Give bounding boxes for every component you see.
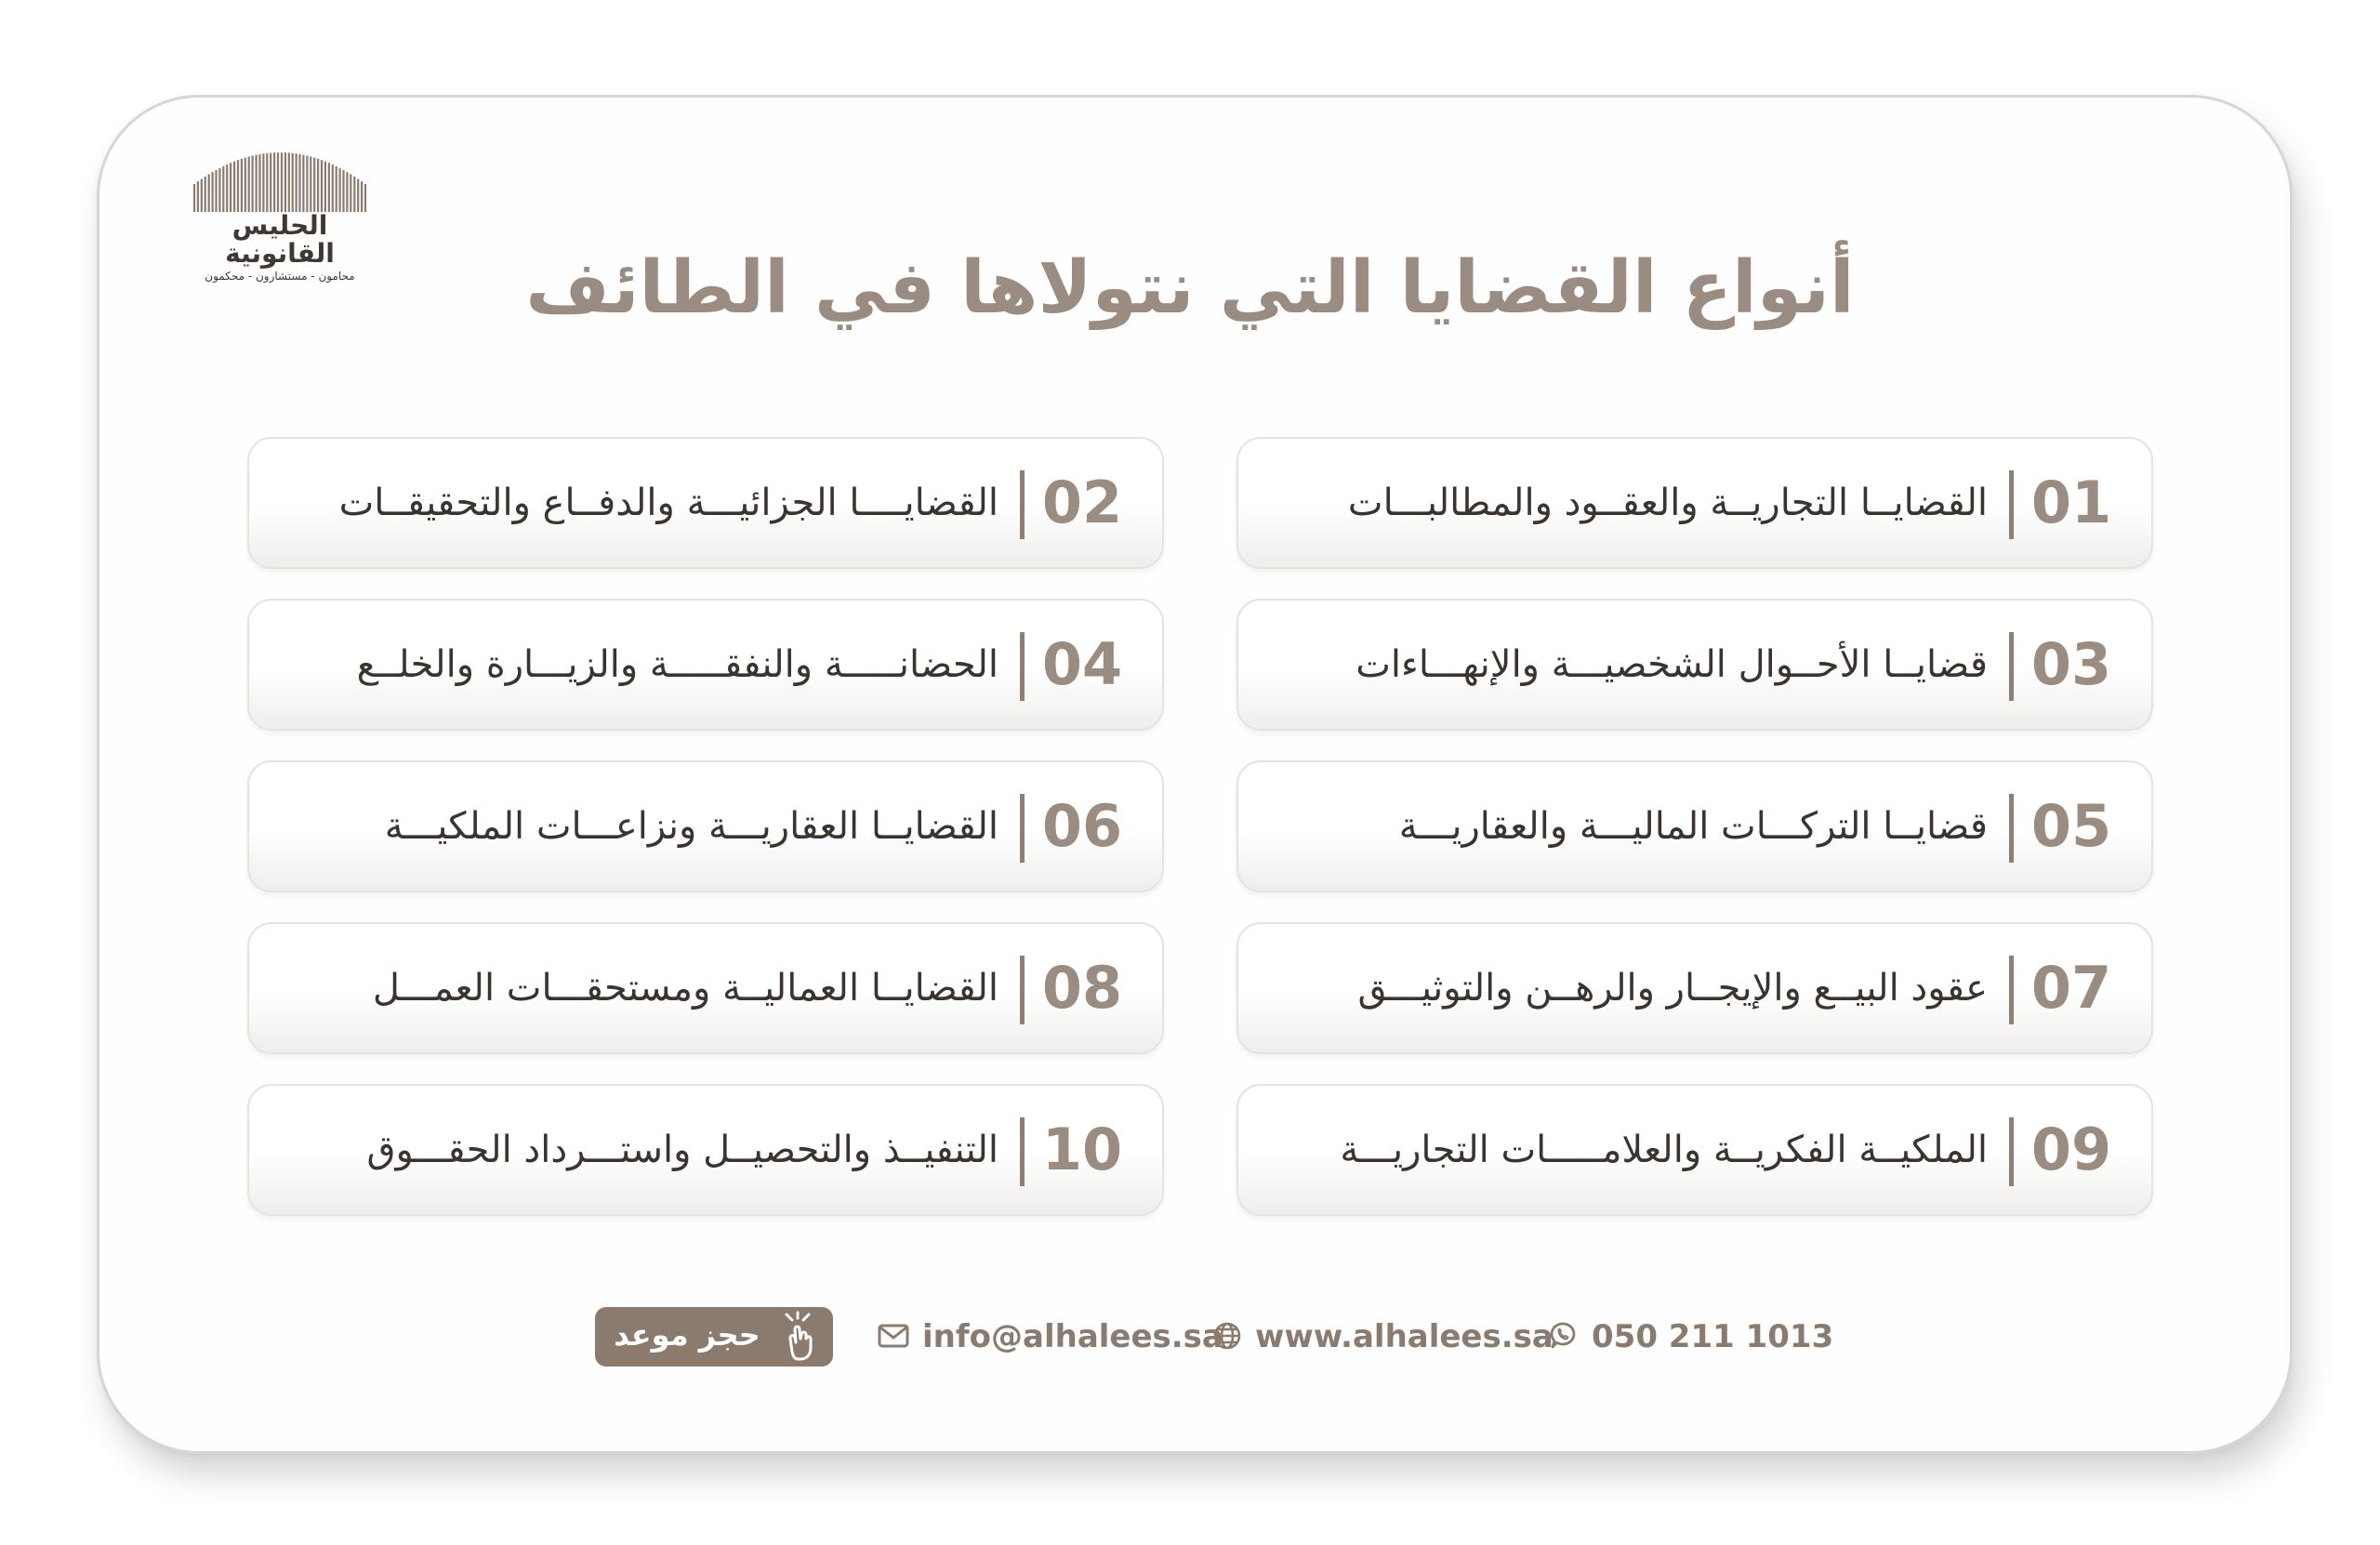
case-item-label: عقود البيــع والإيجــار والرهــن والتوثيـــق: [1357, 967, 1988, 1010]
book-appointment-label: حجز موعد: [614, 1317, 760, 1353]
case-item-number: 06: [1041, 792, 1123, 860]
hand-pointer-icon: [772, 1311, 824, 1363]
email-text: info@alhalees.sa: [922, 1318, 1223, 1355]
brand-tagline: محامون - مستشارون - محكمون: [205, 270, 355, 283]
website-text: www.alhalees.sa: [1255, 1318, 1554, 1355]
divider: [1020, 794, 1025, 863]
case-item-number: 08: [1041, 954, 1123, 1022]
case-item-10: [247, 1084, 1164, 1216]
case-item-02: [247, 437, 1164, 569]
case-item-number: 09: [2030, 1116, 2112, 1183]
page-title: أنواع القضايا التي نتولاها في الطائف: [525, 246, 1855, 330]
case-item-label: القضايــا التجاريــة والعقــود والمطالبـــات: [1347, 482, 1988, 524]
case-item-08: [247, 922, 1164, 1054]
divider: [2009, 632, 2014, 701]
case-item-label: القضايــــا الجزائيـــة والدفــاع والتحقيقــات: [338, 482, 998, 524]
case-item-label: قضايــا الأحــوال الشخصيـــة والإنهـــاءات: [1355, 643, 1988, 686]
case-item-number: 05: [2030, 792, 2112, 860]
case-item-04: [247, 599, 1164, 731]
divider: [1020, 1117, 1025, 1186]
divider: [2009, 1117, 2014, 1186]
logo-mark-icon: [187, 149, 373, 214]
case-item-number: 02: [1041, 469, 1123, 536]
phone-text: 050 211 1013: [1592, 1318, 1834, 1355]
divider: [2009, 794, 2014, 863]
whatsapp-icon: [1547, 1320, 1579, 1352]
website-contact[interactable]: [1212, 1309, 1554, 1365]
divider: [1020, 956, 1025, 1024]
case-item-number: 03: [2030, 630, 2112, 698]
brand-name: الحليس القانونية: [225, 210, 335, 269]
case-item-09: [1236, 1084, 2153, 1216]
case-item-label: القضايــا العقاريـــة ونزاعـــات الملكيـــة: [384, 805, 998, 848]
case-item-number: 01: [2030, 469, 2112, 536]
case-item-number: 07: [2030, 954, 2112, 1022]
case-item-06: [247, 760, 1164, 892]
case-item-label: القضايــا العماليــة ومستحقـــات العمـــل: [372, 967, 998, 1010]
envelope-icon: [878, 1323, 909, 1349]
case-item-number: 04: [1041, 630, 1123, 698]
globe-icon: [1212, 1321, 1242, 1351]
case-item-label: الملكيــة الفكريــة والعلامـــــات التجاريـــة: [1340, 1129, 1988, 1171]
brand-logo: [182, 149, 377, 283]
case-item-05: [1236, 760, 2153, 892]
email-contact[interactable]: [878, 1309, 1223, 1365]
divider: [1020, 632, 1025, 701]
case-item-01: [1236, 437, 2153, 569]
case-item-label: الحضانـــــة والنفقـــــة والزيـــارة والخلــع: [356, 643, 998, 686]
case-item-number: 10: [1041, 1116, 1123, 1183]
case-item-07: [1236, 922, 2153, 1054]
case-item-03: [1236, 599, 2153, 731]
divider: [2009, 470, 2014, 539]
divider: [2009, 956, 2014, 1024]
phone-contact[interactable]: [1547, 1309, 1833, 1365]
case-item-label: التنفيــذ والتحصيــل واستـــرداد الحقـــوق: [366, 1129, 998, 1171]
book-appointment-button[interactable]: [595, 1307, 833, 1367]
case-item-label: قضايــا التركـــات الماليـــة والعقاريـــة: [1398, 805, 1988, 848]
divider: [1020, 470, 1025, 539]
